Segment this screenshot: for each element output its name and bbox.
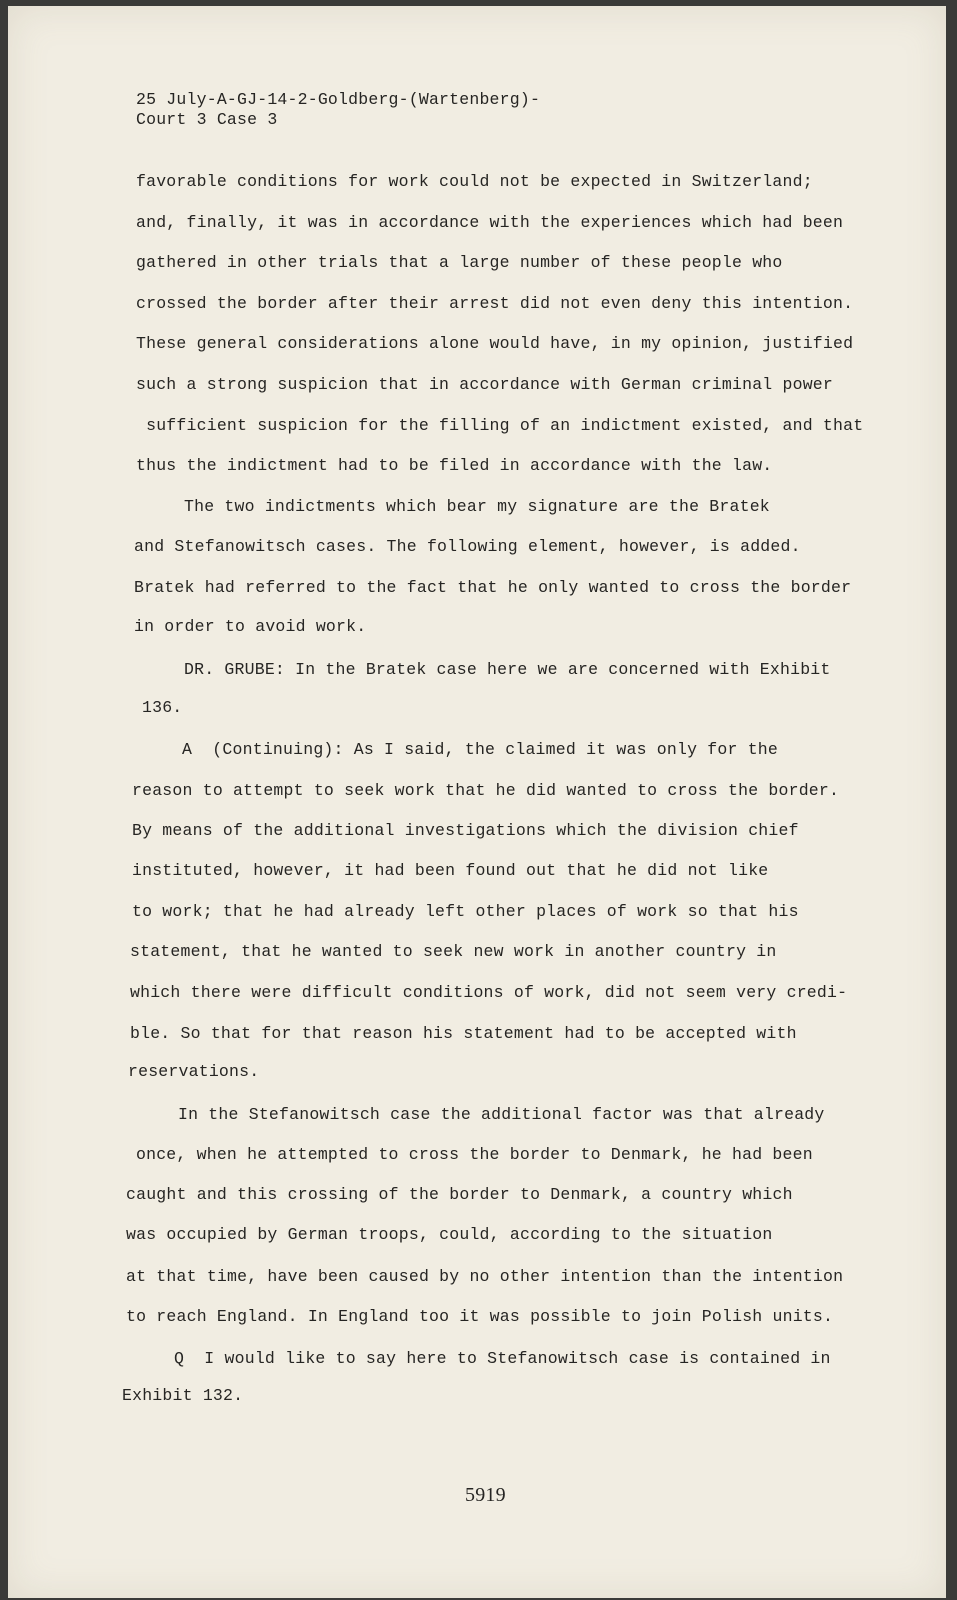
text-line: ble. So that for that reason his statement had to be accepted with	[130, 1024, 797, 1043]
text-line: DR. GRUBE: In the Bratek case here we are concerned with Exhibit	[184, 660, 831, 679]
text-line: 136.	[142, 698, 183, 717]
text-line: was occupied by German troops, could, according to the situation	[126, 1225, 773, 1244]
text-line: to reach England. In England too it was possible to join Polish units.	[126, 1307, 834, 1326]
text-line: such a strong suspicion that in accordance with German criminal power	[136, 375, 834, 394]
header-line-1: 25 July-A-GJ-14-2-Goldberg-(Wartenberg)-	[136, 90, 541, 109]
document-page	[8, 6, 946, 1598]
text-line: In the Stefanowitsch case the additional factor was that already	[178, 1105, 825, 1124]
text-line: once, when he attempted to cross the border to Denmark, he had been	[136, 1145, 813, 1164]
text-line: sufficient suspicion for the filling of an indictment existed, and that	[136, 416, 864, 435]
text-line: to work; that he had already left other places of work so that his	[132, 902, 799, 921]
header-line-2: Court 3 Case 3	[136, 110, 278, 129]
text-line: reservations.	[128, 1062, 260, 1081]
text-line: caught and this crossing of the border to Denmark, a country which	[126, 1185, 793, 1204]
text-line: favorable conditions for work could not be expected in Switzerland;	[136, 172, 813, 191]
text-line: crossed the border after their arrest did not even deny this intention.	[136, 294, 854, 313]
text-line: in order to avoid work.	[134, 617, 367, 636]
text-line: By means of the additional investigations which the division chief	[132, 821, 799, 840]
text-line: The two indictments which bear my signature are the Bratek	[184, 497, 770, 516]
text-line: statement, that he wanted to seek new work in another country in	[130, 942, 777, 961]
text-line: reason to attempt to seek work that he did wanted to cross the border.	[132, 781, 840, 800]
text-line: which there were difficult conditions of work, did not seem very credi-	[130, 983, 848, 1002]
text-line: gathered in other trials that a large number of these people who	[136, 253, 783, 272]
text-line: A (Continuing): As I said, the claimed it was only for the	[182, 740, 778, 759]
text-line: at that time, have been caused by no other intention than the intention	[126, 1267, 844, 1286]
page-number: 5919	[465, 1484, 506, 1506]
text-line: and Stefanowitsch cases. The following element, however, is added.	[134, 537, 801, 556]
text-line: Bratek had referred to the fact that he only wanted to cross the border	[134, 578, 852, 597]
text-line: These general considerations alone would have, in my opinion, justified	[136, 334, 854, 353]
text-line: instituted, however, it had been found out that he did not like	[132, 861, 769, 880]
text-line: thus the indictment had to be filed in accordance with the law.	[136, 456, 773, 475]
text-line: Q I would like to say here to Stefanowitsch case is contained in	[174, 1349, 831, 1368]
text-line: and, finally, it was in accordance with the experiences which had been	[136, 213, 844, 232]
text-line: Exhibit 132.	[122, 1386, 244, 1405]
